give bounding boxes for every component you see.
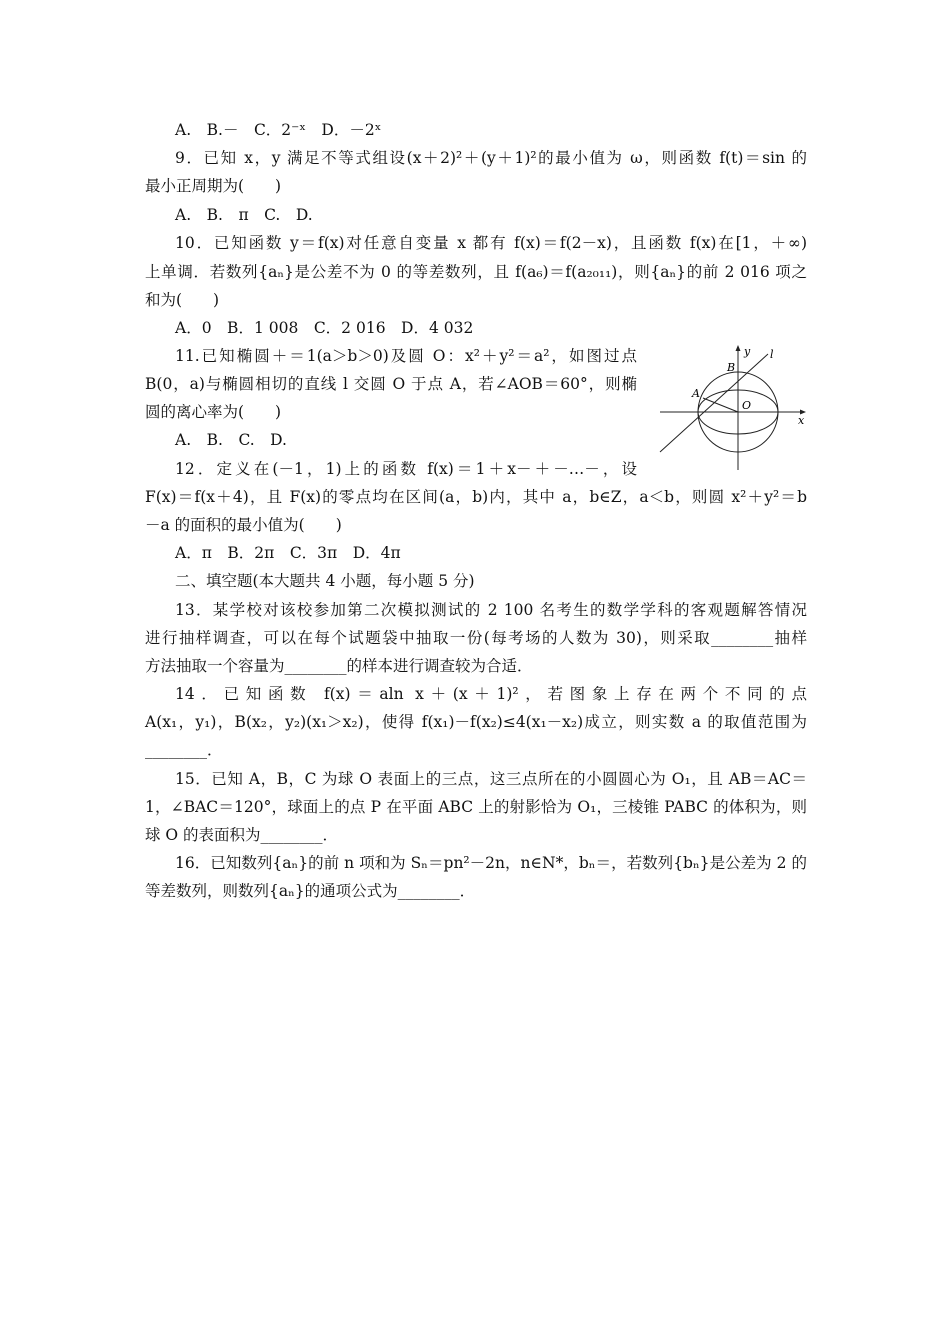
q12-line3: －a 的面积的最小值为( ) [145,516,342,534]
q15-line2: 1，∠BAC＝120°，球面上的点 P 在平面 ABC 上的射影恰为 O₁，三棱锥 PABC 的体积为，则 [145,798,807,816]
q10-options: A．0 B．1 008 C．2 016 D．4 032 [175,319,474,337]
q9-line2: 最小正周期为( ) [145,177,282,195]
q11-options: A. B. C. D. [175,431,287,449]
y-axis-arrow [736,345,741,351]
q15-line3: 球 O 的表面积为________． [145,826,339,844]
label-y: y [744,345,751,358]
q10-line2: 上单调．若数列{aₙ}是公差不为 0 的等差数列，且 f(a₆)＝f(a₂₀₁₁)，则{aₙ}的前 2 016 项之 [145,263,807,281]
q10-line1: 10．已知函数 y＝f(x)对任意自变量 x 都有 f(x)＝f(2－x)，且函数 f(x)在[1，＋∞) [175,234,807,252]
segment-OA [703,398,738,412]
q8-options: A. B.－ C．2⁻ˣ D．－2ˣ [175,121,382,139]
label-l: l [770,348,774,361]
q12-options: A．π B．2π C．3π D．4π [175,544,401,562]
q15-line1: 15．已知 A，B，C 为球 O 表面上的三点，这三点所在的小圆圆心为 O₁，且 AB＝AC＝ [175,770,807,788]
section2-title: 二、填空题(本大题共 4 小题，每小题 5 分) [175,572,475,590]
q12-line2: F(x)＝f(x＋4)，且 F(x)的零点均在区间(a，b)内，其中 a，b∈Z，a＜b，则圆 x²＋y²＝b [145,488,807,506]
q14-line2: A(x₁，y₁)，B(x₂，y₂)(x₁＞x₂)，使得 f(x₁)－f(x₂)≤4(x₁－x₂)成立，则实数 a 的取值范围为 [145,713,807,731]
q13-line2: 进行抽样调查，可以在每个试题袋中抽取一份(每考场的人数为 30)，则采取________抽样 [145,629,807,647]
q13-line1: 13．某学校对该校参加第二次模拟测试的 2 100 名考生的数学学科的客观题解答情况 [175,601,807,619]
q11-line1: 11.已知椭圆＋＝1(a＞b＞0)及圆 O：x²＋y²＝a²，如图过点 [175,347,637,365]
q9-line1: 9．已知 x，y 满足不等式组设(x＋2)²＋(y＋1)²的最小值为 ω，则函数 f(t)＝sin 的 [175,149,807,167]
label-x: x [798,414,805,427]
label-O: O [742,399,752,412]
label-A: A [692,387,700,400]
q11-line2: B(0，a)与椭圆相切的直线 l 交圆 O 于点 A，若∠AOB＝60°，则椭 [145,375,637,393]
q11-line3: 圆的离心率为( ) [145,403,282,421]
label-B: B [727,361,736,374]
q9-options: A. B. π C. D. [175,206,313,224]
ellipse-circle-figure [656,342,814,472]
q12-line1: 12．定义在(－1，1)上的函数 f(x)＝1＋x－＋－…－，设 [175,460,637,478]
q14-line1: 14．已知函数 f(x)＝aln x＋(x＋1)²，若图象上存在两个不同的点 [175,685,807,703]
q14-line3: ________． [145,741,223,759]
q13-line3: 方法抽取一个容量为________的样本进行调查较为合适． [145,657,533,675]
q16-line2: 等差数列，则数列{aₙ}的通项公式为________． [145,882,476,900]
tangent-line-l [660,354,768,452]
q10-line3: 和为( ) [145,291,220,309]
q16-line1: 16．已知数列{aₙ}的前 n 项和为 Sₙ＝pn²－2n，n∈N*，bₙ＝，若数列{bₙ}是公差为 2 的 [175,854,807,872]
